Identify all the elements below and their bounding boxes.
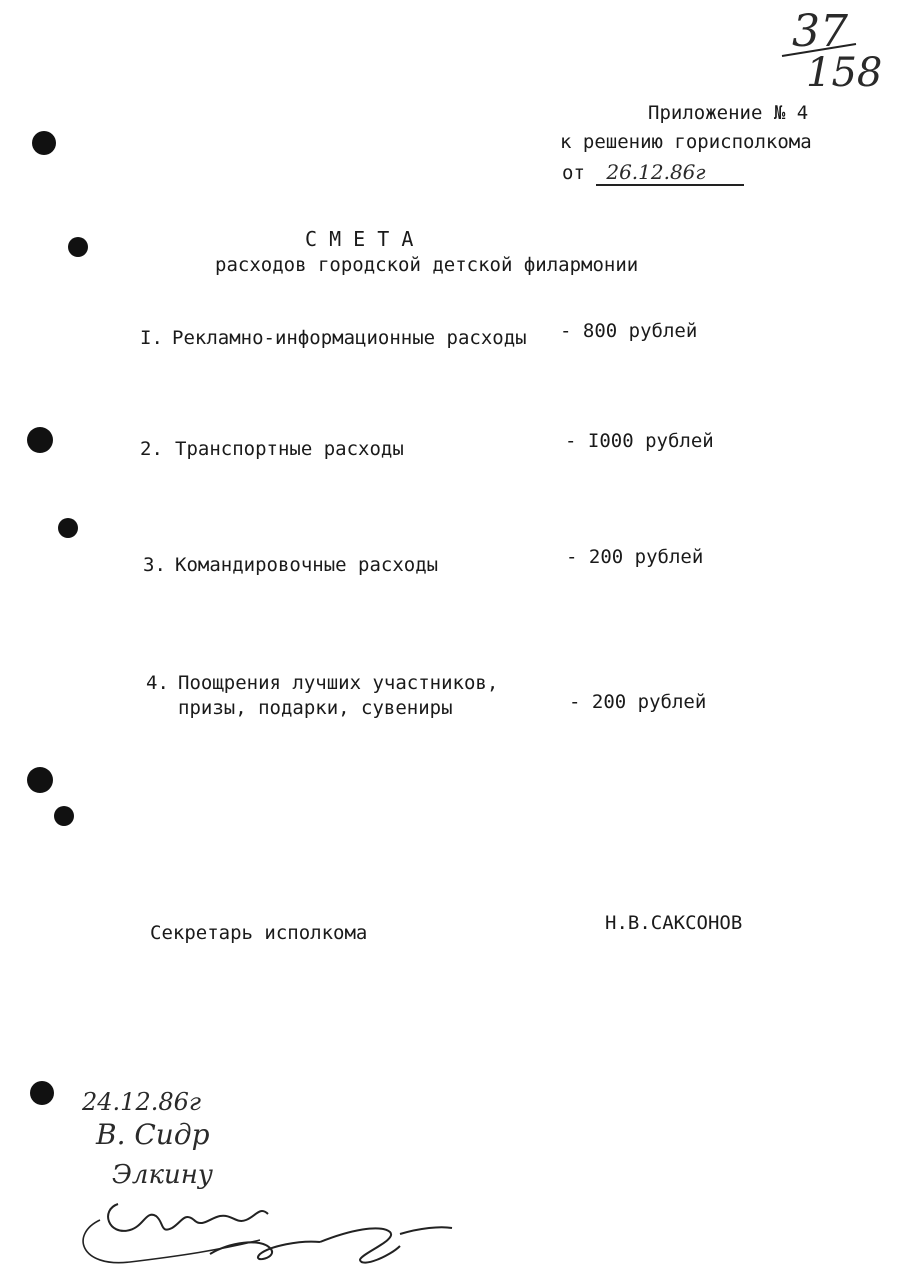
expense-item-4-amount: - 200 рублей (569, 691, 707, 713)
expense-item-4-name-line2: призы, подарки, сувениры (178, 697, 453, 719)
expense-item-3-name: Командировочные расходы (175, 554, 439, 576)
punch-hole (58, 518, 78, 538)
punch-hole (32, 131, 56, 155)
expense-item-1-number: I. (140, 327, 163, 349)
archive-number-underline (780, 40, 860, 60)
annex-date-row (562, 160, 744, 186)
annex-date-handwritten: 26.12.86г (606, 160, 706, 184)
handwritten-signature (60, 1190, 460, 1274)
punch-hole (27, 427, 53, 453)
archive-number-bottom: 158 (806, 50, 883, 96)
annex-decision: к решению горисполкома (560, 131, 812, 153)
expense-item-2-amount: - I000 рублей (565, 430, 714, 452)
estimate-heading: С М Е Т А (305, 227, 414, 251)
expense-item-2-name: Транспортные расходы (175, 438, 404, 460)
punch-hole (68, 237, 88, 257)
signatory-position: Секретарь исполкома (150, 922, 368, 944)
punch-hole (27, 767, 53, 793)
expense-item-4-number: 4. (146, 672, 169, 694)
signatory-name: Н.В.САКСОНОВ (605, 912, 743, 934)
archive-number-top: 37 (792, 6, 848, 57)
handwritten-note-1: В. Сидр (96, 1118, 210, 1151)
expense-item-3-number: 3. (143, 554, 166, 576)
handwritten-note-2: Элкину (112, 1160, 213, 1190)
punch-hole (30, 1081, 54, 1105)
punch-hole (54, 806, 74, 826)
expense-item-1-name: Рекламно-информационные расходы (172, 327, 527, 349)
expense-item-1-amount: - 800 рублей (560, 320, 698, 342)
annex-date-prefix: от (562, 162, 585, 184)
estimate-subheading: расходов городской детской филармонии (215, 254, 639, 276)
handwritten-date: 24.12.86г (82, 1088, 202, 1116)
expense-item-2-number: 2. (140, 438, 163, 460)
expense-item-3-amount: - 200 рублей (566, 546, 704, 568)
expense-item-4-name: Поощрения лучших участников, (178, 672, 499, 694)
annex-date-line (596, 160, 744, 186)
annex-title: Приложение № 4 (648, 102, 809, 124)
